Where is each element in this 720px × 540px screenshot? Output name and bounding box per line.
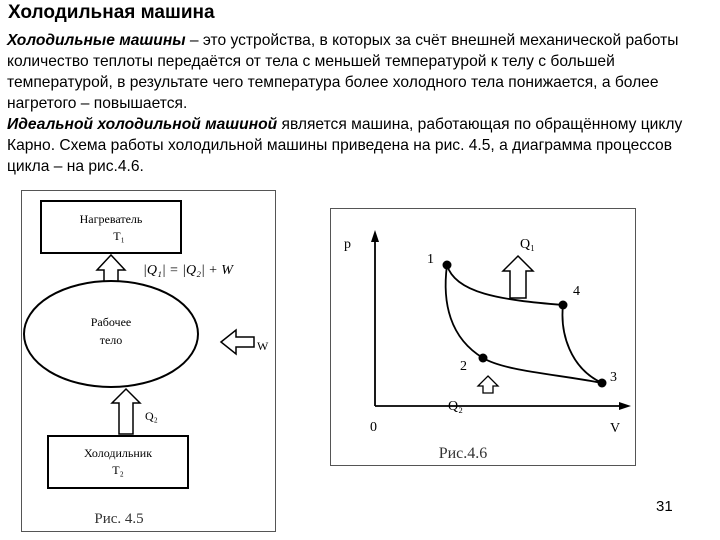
definition-paragraph: [7, 30, 713, 177]
origin-label: 0: [370, 420, 377, 435]
cycle-point-1: [443, 261, 452, 270]
cooler-box: [48, 436, 188, 488]
figure-4-5: [21, 190, 276, 532]
cycle-point-4: [559, 301, 568, 310]
figure-4-6-caption: Рис.4.6: [438, 445, 488, 462]
point-1-label: 1: [427, 252, 434, 267]
definition-text: – это устройства, в которых за счёт внешней механической работы количество теплоты передаётся от тела с меньшей температурой к телу с большей температурой, в результате чего температура более холодного тела понижается, а более нагретого – повышается.: [7, 32, 679, 112]
heater-box: [41, 201, 181, 253]
heater-temp: T₁: [113, 229, 125, 243]
page-number: 31: [656, 498, 673, 515]
energy-balance-formula: |Q₁| = |Q₂| + W: [143, 263, 233, 278]
point-4-label: 4: [573, 284, 580, 299]
cycle-point-3: [598, 379, 607, 388]
q1-label: Q₁: [520, 237, 535, 252]
point-2-label: 2: [460, 359, 467, 374]
ideal-machine-text: является машина, работающая по обращённому циклу Карно. Схема работы холодильной машины приведена на рис. 4.5, а диаграмма процессов цикла – на рис.4.6.: [7, 116, 683, 175]
cooler-label: Холодильник: [83, 446, 153, 460]
point-3-label: 3: [610, 370, 617, 385]
figure-4-5-caption: Рис. 4.5: [94, 511, 144, 527]
v-axis-label: V: [610, 421, 621, 436]
working-body-label-1: Рабочее: [90, 315, 132, 329]
cycle-point-2: [479, 354, 488, 363]
term-refrigerating-machines: Холодильные машины: [7, 32, 186, 49]
q2-label: Q₂: [145, 409, 158, 423]
work-label: W: [257, 339, 269, 353]
figure-4-6: [330, 208, 636, 466]
term-ideal-machine: Идеальной холодильной машиной: [7, 116, 278, 133]
working-body-label-2: тело: [99, 333, 123, 347]
p-axis-label: p: [344, 237, 351, 252]
q2-label-diagram: Q₂: [448, 399, 463, 414]
slide-title: Холодильная машина: [8, 2, 215, 23]
heater-label: Нагреватель: [79, 212, 143, 226]
cooler-temp: T₂: [112, 463, 124, 477]
